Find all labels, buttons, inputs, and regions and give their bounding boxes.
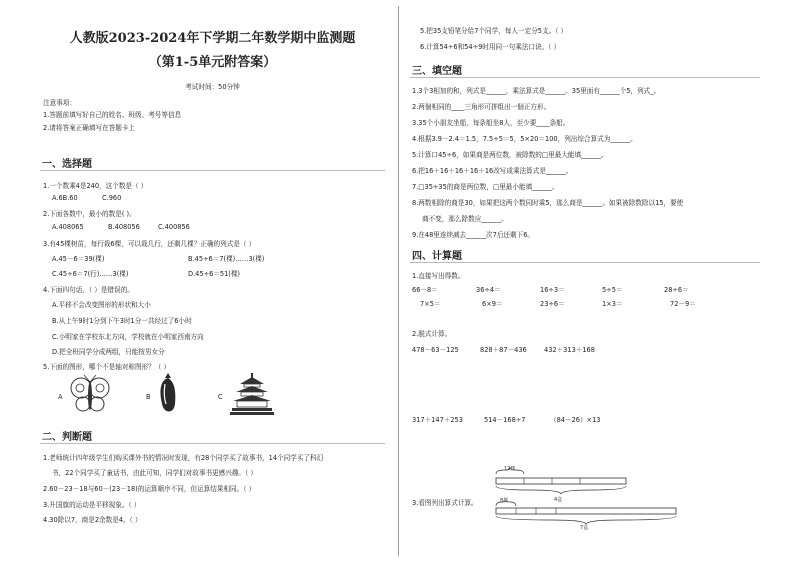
section-judge: 二、判断题 [42, 432, 92, 443]
judge-q6: 6.计算54÷6和54÷9时用同一句乘法口诀。（ ） [420, 43, 561, 51]
notice-item-1: 1.答题前填写好自己的姓名、班级、考号等信息 [43, 111, 182, 119]
choice-q3: 3.有45棵树苗，每行栽6棵，可以栽几行，还剩几棵？正确的列式是（ ） [43, 240, 256, 248]
fill-q6: 6.把16＋16＋16＋16＋16改写成乘法算式是______。 [412, 167, 573, 175]
fill-q3: 3.35个小朋友坐船，每条船坐8人，至少要____条船。 [412, 119, 570, 127]
section-divider [410, 262, 760, 263]
calc-expr: 432＋313＋168 [544, 346, 595, 354]
fill-q7: 7.□35÷35的商是两位数，□里最小能填______。 [412, 183, 559, 191]
calc-q3: 3.看图列出算式计算。 [412, 499, 478, 507]
choice-q2: 2.下面各数中，最小的数是( )。 [43, 210, 136, 218]
fill-q2: 2.两個相同的____三角形可拼组出一個正方形。 [412, 103, 551, 111]
calc-cell: 72－9＝ [670, 300, 696, 308]
calc-cell: 7×5＝ [420, 300, 441, 308]
page-title: 人教版2023-2024年下学期二年数学期中监测题 [69, 31, 356, 46]
calc-cell: 6×9＝ [482, 300, 503, 308]
choice-q4-opt-b: B.从上午9时1分到下午3时1分一共经过了6小时 [52, 317, 192, 325]
calc-expr: 514－168÷7 [484, 416, 526, 424]
choice-q4-opt-a: A.平移不会改变图形的形状和大小 [52, 301, 151, 309]
diagram-label-bottom: 7盒 [580, 525, 589, 530]
calc-cell: 28÷6＝ [664, 286, 689, 294]
section-divider [410, 77, 760, 78]
figure-label-b: B [146, 393, 151, 401]
calc-q1: 1.直接写出得数。 [412, 272, 465, 280]
choice-q3-opt-b: B.45÷6＝7(棵)……3(棵) [188, 255, 265, 263]
eggplant-figure [156, 372, 180, 416]
bar-diagram [492, 466, 682, 530]
judge-q4: 4.30除以7，商是2余数是4。（ ） [43, 516, 142, 524]
calc-q2: 2.脱式计算。 [412, 330, 452, 338]
exam-time: 考试时间：50分钟 [185, 83, 240, 91]
choice-q2-opt-c: C.400856 [158, 223, 190, 231]
fill-q5: 5.计算口45÷6，如果商是两位数，被除数的□里最大能填______。 [412, 151, 608, 159]
page-subtitle: （第1-5单元附答案） [148, 55, 277, 70]
section-choice: 一、选择题 [42, 159, 92, 170]
section-divider [40, 170, 385, 171]
notice-heading: 注意事项： [43, 99, 76, 107]
diagram-label-mid: 4盒 [554, 497, 563, 503]
choice-q3-opt-c: C.45÷6＝7(行)……3(棵) [52, 270, 129, 278]
judge-q1-line1: 1.老师统计四年级学生们购买课外书的情况时发现，有28个同学买了故事书，14个同学买了科幻 [43, 454, 324, 462]
fill-q4: 4.根据3.9－2.4＝1.5，7.5÷5＝5，5×20＝100，列出综合算式为______。 [412, 135, 637, 143]
choice-q3-opt-d: D.45÷6＝51(棵) [188, 270, 241, 278]
calc-cell: 66－8＝ [412, 286, 438, 294]
calc-cell: 36÷4＝ [476, 286, 501, 294]
judge-q1-line2: 书，22个同学买了童话书，由此可知，同学们对故事书更感兴趣。（ ） [52, 469, 257, 477]
choice-q4-opt-c: C.小明家在学校东北方向，学校就在小明家西南方向 [52, 333, 204, 341]
section-fill: 三、填空题 [412, 66, 462, 77]
calc-expr: 828＋87－436 [480, 346, 527, 354]
calc-expr: 317＋147＋253 [412, 416, 463, 424]
choice-q5: 5.下面的图形，哪个不是轴对称图形？（ ） [43, 363, 171, 371]
judge-q5: 5.把35支铅笔分给7个同学，每人一定分5支。（ ） [420, 27, 568, 35]
diagram-label-top: 12棵 [504, 466, 516, 472]
choice-q1: 1.一个数乘4是240，这个数是（ ） [43, 182, 148, 190]
judge-q3: 3.升国旗的运动是平移现象。（ ） [43, 501, 141, 509]
temple-figure [230, 372, 274, 416]
notice-item-2: 2.请将答案正确填写在答题卡上 [43, 124, 136, 132]
column-divider [398, 6, 399, 556]
fill-q9: 9.在48里连续减去______次7后还剩下6。 [412, 231, 534, 239]
choice-q2-opt-a: A.408065 [52, 223, 84, 231]
diagram-label-left: 8棵 [500, 498, 509, 504]
figure-label-c: C [218, 393, 223, 401]
butterfly-figure [68, 374, 112, 414]
calc-cell: 23÷6＝ [540, 300, 565, 308]
section-calc: 四、计算题 [412, 251, 462, 262]
choice-q2-opt-b: B.408056 [108, 223, 140, 231]
choice-q4: 4.下面四句话，（ ）是错误的。 [43, 286, 134, 294]
calc-cell: 1×3＝ [602, 300, 623, 308]
fill-q8-line1: 8.两数相除的商是30，如果把这两个数同时乘5，那么商是______。如果被除数除以15，要使 [412, 199, 684, 207]
choice-q3-opt-a: A.45－6＝39(棵) [52, 255, 105, 263]
calc-expr: 478－63－125 [412, 346, 459, 354]
section-divider [40, 443, 385, 444]
calc-cell: 5÷5＝ [602, 286, 623, 294]
calc-expr: （84－26）×13 [550, 416, 601, 424]
fill-q1: 1.3个3相加的和，列式是______，乘法算式是______。35里面有______个5，列式_。 [412, 87, 661, 95]
fill-q8-line2: 商不变，那么除数应______。 [422, 215, 508, 223]
choice-q1-opt-a: A.6B.60 [52, 194, 78, 202]
choice-q4-opt-d: D.把全班同学分成两组，只能按男女分 [52, 348, 165, 356]
calc-cell: 16÷3＝ [540, 286, 565, 294]
judge-q2: 2.60－23－18与60－(23－18)的运算顺序不同，但运算结果相同。（ ） [43, 485, 256, 493]
choice-q1-opt-c: C.960 [102, 194, 122, 202]
figure-label-a: A [58, 393, 63, 401]
